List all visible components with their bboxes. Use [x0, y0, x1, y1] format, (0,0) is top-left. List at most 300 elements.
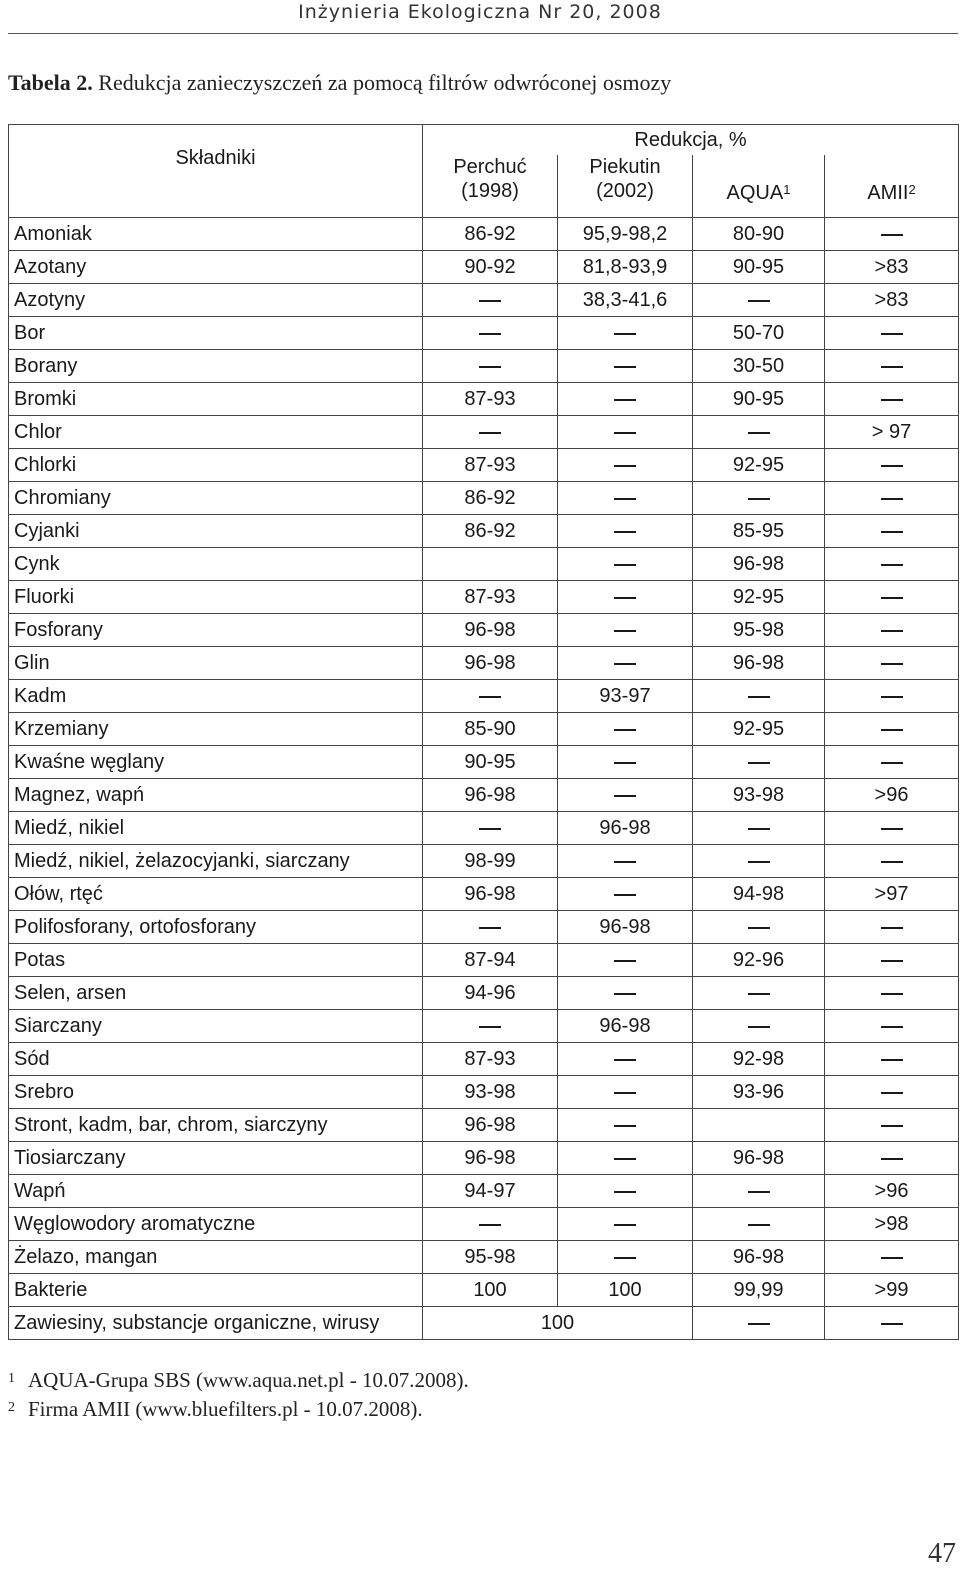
cell-amii-dash — [825, 1043, 959, 1076]
cell-perchuc: 93-98 — [423, 1076, 558, 1109]
cell-aqua: 90-95 — [693, 383, 825, 416]
table-row — [9, 1241, 959, 1274]
header-perchuc-name: Perchuć — [453, 156, 527, 178]
cell-component: Siarczany — [9, 1010, 423, 1043]
cell-perchuc-dash — [423, 680, 558, 713]
dash-mark — [748, 1191, 770, 1193]
table-row — [9, 251, 959, 284]
table-row — [9, 350, 959, 383]
dash-mark — [614, 861, 636, 863]
cell-aqua-dash — [693, 911, 825, 944]
cell-aqua-dash — [693, 812, 825, 845]
cell-perchuc: 87-93 — [423, 449, 558, 482]
dash-mark — [748, 828, 770, 830]
dash-mark — [881, 1158, 903, 1160]
dash-mark — [881, 564, 903, 566]
cell-amii-dash — [825, 1076, 959, 1109]
cell-perchuc: 94-97 — [423, 1175, 558, 1208]
cell-perchuc: 96-98 — [423, 779, 558, 812]
table-row — [9, 614, 959, 647]
cell-aqua: 92-98 — [693, 1043, 825, 1076]
cell-component: Srebro — [9, 1076, 423, 1109]
cell-component: Borany — [9, 350, 423, 383]
cell-piekutin: 100 — [558, 1274, 693, 1307]
cell-perchuc: 98-99 — [423, 845, 558, 878]
cell-component: Fosforany — [9, 614, 423, 647]
header-perchuc-year: (1998) — [461, 180, 519, 202]
table-caption — [8, 70, 671, 96]
cell-perchuc: 95-98 — [423, 1241, 558, 1274]
cell-amii: > 97 — [825, 416, 959, 449]
dash-mark — [748, 1026, 770, 1028]
cell-component: Glin — [9, 647, 423, 680]
dash-mark — [479, 333, 501, 335]
table-row — [9, 1109, 959, 1142]
cell-aqua: 96-98 — [693, 548, 825, 581]
dash-mark — [881, 1059, 903, 1061]
dash-mark — [614, 1125, 636, 1127]
cell-component: Wapń — [9, 1175, 423, 1208]
cell-aqua-dash — [693, 416, 825, 449]
dash-mark — [748, 696, 770, 698]
cell-aqua-dash — [693, 1208, 825, 1241]
cell-component: Fluorki — [9, 581, 423, 614]
table-row — [9, 680, 959, 713]
cell-component: Cyjanki — [9, 515, 423, 548]
cell-piekutin-dash — [558, 350, 693, 383]
cell-amii-dash — [825, 350, 959, 383]
cell-perchuc: 86-92 — [423, 218, 558, 251]
cell-aqua-dash — [693, 680, 825, 713]
footnote-number: 2 — [8, 1400, 15, 1415]
cell-piekutin-dash — [558, 977, 693, 1010]
dash-mark — [881, 366, 903, 368]
dash-mark — [614, 894, 636, 896]
cell-component: Krzemiany — [9, 713, 423, 746]
dash-mark — [748, 993, 770, 995]
cell-piekutin-dash — [558, 878, 693, 911]
cell-aqua: 96-98 — [693, 647, 825, 680]
cell-perchuc-dash — [423, 1208, 558, 1241]
table-row — [9, 1142, 959, 1175]
cell-amii-dash — [825, 647, 959, 680]
cell-piekutin-dash — [558, 1208, 693, 1241]
cell-aqua: 99,99 — [693, 1274, 825, 1307]
dash-mark — [881, 531, 903, 533]
cell-piekutin-dash — [558, 647, 693, 680]
cell-perchuc-dash — [423, 284, 558, 317]
cell-amii-dash — [825, 482, 959, 515]
cell-piekutin-dash — [558, 1175, 693, 1208]
cell-aqua-dash — [693, 977, 825, 1010]
cell-perchuc: 96-98 — [423, 1142, 558, 1175]
cell-amii: >96 — [825, 1175, 959, 1208]
dash-mark — [614, 960, 636, 962]
cell-amii-dash — [825, 515, 959, 548]
cell-component: Kadm — [9, 680, 423, 713]
dash-mark — [614, 663, 636, 665]
cell-amii-dash — [825, 548, 959, 581]
header-amii — [825, 155, 959, 218]
dash-mark — [748, 1224, 770, 1226]
cell-perchuc: 94-96 — [423, 977, 558, 1010]
cell-component: Stront, kadm, bar, chrom, siarczyny — [9, 1109, 423, 1142]
cell-amii-dash — [825, 581, 959, 614]
dash-mark — [614, 498, 636, 500]
table-header-row — [9, 125, 959, 156]
dash-mark — [479, 1224, 501, 1226]
cell-amii: >83 — [825, 251, 959, 284]
cell-amii-dash — [825, 977, 959, 1010]
dash-mark — [748, 300, 770, 302]
cell-merged-perchuc-piekutin: 100 — [423, 1307, 693, 1340]
cell-component: Azotyny — [9, 284, 423, 317]
cell-amii-dash — [825, 383, 959, 416]
table-row — [9, 647, 959, 680]
cell-perchuc: 100 — [423, 1274, 558, 1307]
dash-mark — [881, 1323, 903, 1325]
dash-mark — [881, 663, 903, 665]
cell-aqua-dash — [693, 746, 825, 779]
cell-piekutin: 95,9-98,2 — [558, 218, 693, 251]
cell-aqua: 94-98 — [693, 878, 825, 911]
table-caption-text: Redukcja zanieczyszczeń za pomocą filtrów odwróconej osmozy — [98, 70, 672, 95]
cell-amii-dash — [825, 1109, 959, 1142]
cell-aqua: 50-70 — [693, 317, 825, 350]
cell-perchuc-dash — [423, 317, 558, 350]
dash-mark — [748, 432, 770, 434]
table-row — [9, 1208, 959, 1241]
dash-mark — [748, 498, 770, 500]
dash-mark — [614, 762, 636, 764]
cell-perchuc: 96-98 — [423, 614, 558, 647]
header-perchuc — [423, 155, 558, 218]
dash-mark — [614, 333, 636, 335]
table-row — [9, 515, 959, 548]
cell-perchuc: 86-92 — [423, 482, 558, 515]
dash-mark — [614, 1224, 636, 1226]
cell-perchuc: 86-92 — [423, 515, 558, 548]
table-row — [9, 581, 959, 614]
cell-aqua: 93-96 — [693, 1076, 825, 1109]
cell-aqua: 92-95 — [693, 449, 825, 482]
dash-mark — [479, 366, 501, 368]
table-row — [9, 284, 959, 317]
cell-piekutin: 96-98 — [558, 812, 693, 845]
cell-amii: >97 — [825, 878, 959, 911]
footnotes — [8, 1366, 469, 1424]
cell-piekutin-dash — [558, 482, 693, 515]
running-header: Inżynieria Ekologiczna Nr 20, 2008 — [298, 1, 662, 23]
header-rule — [8, 33, 958, 34]
table-row — [9, 317, 959, 350]
dash-mark — [614, 432, 636, 434]
dash-mark — [881, 1092, 903, 1094]
cell-perchuc: 87-93 — [423, 1043, 558, 1076]
cell-amii-dash — [825, 218, 959, 251]
table-row — [9, 218, 959, 251]
cell-aqua: 30-50 — [693, 350, 825, 383]
footnote-text: AQUA-Grupa SBS (www.aqua.net.pl - 10.07.2008). — [28, 1368, 469, 1392]
cell-piekutin-dash — [558, 1109, 693, 1142]
cell-component: Amoniak — [9, 218, 423, 251]
dash-mark — [881, 597, 903, 599]
table-row — [9, 812, 959, 845]
table-caption-label: Tabela 2. — [8, 70, 93, 95]
dash-mark — [479, 432, 501, 434]
cell-piekutin-dash — [558, 416, 693, 449]
cell-aqua: 93-98 — [693, 779, 825, 812]
cell-aqua-dash — [693, 1175, 825, 1208]
dash-mark — [479, 828, 501, 830]
dash-mark — [881, 234, 903, 236]
cell-amii: >99 — [825, 1274, 959, 1307]
table-row — [9, 1274, 959, 1307]
footnote-text: Firma AMII (www.bluefilters.pl - 10.07.2008). — [28, 1397, 423, 1421]
dash-mark — [881, 465, 903, 467]
cell-aqua: 92-96 — [693, 944, 825, 977]
cell-component: Chromiany — [9, 482, 423, 515]
cell-component: Bor — [9, 317, 423, 350]
dash-mark — [479, 1026, 501, 1028]
dash-mark — [614, 993, 636, 995]
table-row — [9, 845, 959, 878]
cell-aqua-dash — [693, 1307, 825, 1340]
header-components: Składniki — [9, 125, 423, 218]
table-row — [9, 911, 959, 944]
header-aqua-footnote-ref: 1 — [783, 182, 791, 197]
cell-component: Potas — [9, 944, 423, 977]
cell-aqua-dash — [693, 845, 825, 878]
cell-aqua: 96-98 — [693, 1241, 825, 1274]
table-row — [9, 1043, 959, 1076]
cell-amii-dash — [825, 680, 959, 713]
cell-piekutin: 93-97 — [558, 680, 693, 713]
cell-piekutin-dash — [558, 779, 693, 812]
cell-perchuc: 87-93 — [423, 383, 558, 416]
cell-component: Ołów, rtęć — [9, 878, 423, 911]
table-row — [9, 977, 959, 1010]
dash-mark — [748, 762, 770, 764]
cell-perchuc-dash — [423, 350, 558, 383]
cell-aqua-dash — [693, 482, 825, 515]
cell-amii-dash — [825, 1142, 959, 1175]
dash-mark — [881, 1125, 903, 1127]
cell-piekutin: 81,8-93,9 — [558, 251, 693, 284]
cell-component: Kwaśne węglany — [9, 746, 423, 779]
cell-piekutin-dash — [558, 449, 693, 482]
header-aqua-label: AQUA — [726, 182, 784, 204]
cell-aqua: 80-90 — [693, 218, 825, 251]
cell-aqua: 92-95 — [693, 581, 825, 614]
dash-mark — [881, 399, 903, 401]
cell-aqua: 85-95 — [693, 515, 825, 548]
dash-mark — [881, 630, 903, 632]
cell-piekutin-dash — [558, 383, 693, 416]
cell-amii-dash — [825, 614, 959, 647]
cell-piekutin-dash — [558, 1142, 693, 1175]
dash-mark — [881, 993, 903, 995]
dash-mark — [881, 1257, 903, 1259]
header-piekutin — [558, 155, 693, 218]
cell-component: Chlorki — [9, 449, 423, 482]
cell-amii-dash — [825, 1241, 959, 1274]
table-row — [9, 1076, 959, 1109]
table-row — [9, 944, 959, 977]
table-row — [9, 383, 959, 416]
table-row — [9, 746, 959, 779]
cell-perchuc: 96-98 — [423, 647, 558, 680]
cell-component: Tiosiarczany — [9, 1142, 423, 1175]
cell-perchuc: 85-90 — [423, 713, 558, 746]
cell-component: Żelazo, mangan — [9, 1241, 423, 1274]
dash-mark — [748, 861, 770, 863]
cell-component: Bakterie — [9, 1274, 423, 1307]
cell-piekutin: 96-98 — [558, 911, 693, 944]
cell-amii-dash — [825, 944, 959, 977]
dash-mark — [614, 531, 636, 533]
cell-perchuc: 90-95 — [423, 746, 558, 779]
dash-mark — [614, 465, 636, 467]
dash-mark — [614, 597, 636, 599]
cell-aqua — [693, 1109, 825, 1142]
footnote-1 — [8, 1366, 469, 1395]
dash-mark — [748, 1323, 770, 1325]
cell-perchuc-dash — [423, 911, 558, 944]
dash-mark — [614, 366, 636, 368]
dash-mark — [614, 1092, 636, 1094]
dash-mark — [748, 927, 770, 929]
table-row — [9, 548, 959, 581]
cell-aqua: 96-98 — [693, 1142, 825, 1175]
dash-mark — [881, 762, 903, 764]
dash-mark — [614, 1257, 636, 1259]
reduction-table — [8, 124, 959, 1340]
cell-amii-dash — [825, 845, 959, 878]
header-amii-footnote-ref: 2 — [908, 182, 916, 197]
cell-component: Chlor — [9, 416, 423, 449]
dash-mark — [614, 795, 636, 797]
dash-mark — [614, 564, 636, 566]
cell-perchuc-dash — [423, 812, 558, 845]
cell-amii-dash — [825, 1307, 959, 1340]
cell-amii-dash — [825, 746, 959, 779]
dash-mark — [614, 729, 636, 731]
cell-piekutin-dash — [558, 944, 693, 977]
header-reduction: Redukcja, % — [423, 125, 959, 156]
cell-component: Sód — [9, 1043, 423, 1076]
cell-aqua: 90-95 — [693, 251, 825, 284]
cell-perchuc: 87-94 — [423, 944, 558, 977]
cell-perchuc-dash — [423, 416, 558, 449]
dash-mark — [881, 498, 903, 500]
cell-component: Miedź, nikiel, żelazocyjanki, siarczany — [9, 845, 423, 878]
cell-component: Cynk — [9, 548, 423, 581]
table-row — [9, 482, 959, 515]
dash-mark — [881, 333, 903, 335]
cell-amii-dash — [825, 317, 959, 350]
page-number: 47 — [928, 1538, 956, 1569]
footnote-number: 1 — [8, 1371, 15, 1386]
header-piekutin-name: Piekutin — [589, 156, 661, 178]
cell-piekutin-dash — [558, 1241, 693, 1274]
dash-mark — [881, 960, 903, 962]
cell-piekutin: 96-98 — [558, 1010, 693, 1043]
table-row — [9, 416, 959, 449]
cell-piekutin-dash — [558, 746, 693, 779]
cell-perchuc: 96-98 — [423, 878, 558, 911]
cell-perchuc — [423, 548, 558, 581]
dash-mark — [881, 1026, 903, 1028]
cell-amii: >83 — [825, 284, 959, 317]
cell-piekutin: 38,3-41,6 — [558, 284, 693, 317]
header-aqua — [693, 155, 825, 218]
cell-aqua-dash — [693, 1010, 825, 1043]
cell-aqua: 95-98 — [693, 614, 825, 647]
cell-component: Magnez, wapń — [9, 779, 423, 812]
dash-mark — [881, 729, 903, 731]
dash-mark — [881, 861, 903, 863]
table-row — [9, 779, 959, 812]
dash-mark — [614, 630, 636, 632]
table-row — [9, 449, 959, 482]
table-row — [9, 1175, 959, 1208]
table-row — [9, 1010, 959, 1043]
table-row — [9, 1307, 959, 1340]
cell-amii: >96 — [825, 779, 959, 812]
cell-aqua-dash — [693, 284, 825, 317]
cell-perchuc: 96-98 — [423, 1109, 558, 1142]
table-row — [9, 713, 959, 746]
cell-component: Węglowodory aromatyczne — [9, 1208, 423, 1241]
cell-amii-dash — [825, 812, 959, 845]
dash-mark — [479, 927, 501, 929]
cell-piekutin-dash — [558, 581, 693, 614]
cell-component: Azotany — [9, 251, 423, 284]
header-amii-label: AMII — [867, 182, 909, 204]
cell-component: Selen, arsen — [9, 977, 423, 1010]
cell-piekutin-dash — [558, 317, 693, 350]
cell-amii-dash — [825, 713, 959, 746]
cell-amii-dash — [825, 911, 959, 944]
cell-piekutin-dash — [558, 1043, 693, 1076]
dash-mark — [614, 399, 636, 401]
cell-perchuc: 87-93 — [423, 581, 558, 614]
cell-piekutin-dash — [558, 1076, 693, 1109]
cell-aqua: 92-95 — [693, 713, 825, 746]
cell-amii-dash — [825, 1010, 959, 1043]
dash-mark — [881, 828, 903, 830]
cell-piekutin-dash — [558, 548, 693, 581]
cell-piekutin-dash — [558, 614, 693, 647]
cell-amii: >98 — [825, 1208, 959, 1241]
dash-mark — [479, 300, 501, 302]
table-row — [9, 878, 959, 911]
cell-piekutin-dash — [558, 515, 693, 548]
cell-perchuc: 90-92 — [423, 251, 558, 284]
cell-piekutin-dash — [558, 845, 693, 878]
footnote-2 — [8, 1395, 469, 1424]
dash-mark — [614, 1191, 636, 1193]
dash-mark — [881, 696, 903, 698]
dash-mark — [614, 1059, 636, 1061]
cell-component: Zawiesiny, substancje organiczne, wirusy — [9, 1307, 423, 1340]
cell-perchuc-dash — [423, 1010, 558, 1043]
header-piekutin-year: (2002) — [596, 180, 654, 202]
cell-component: Polifosforany, ortofosforany — [9, 911, 423, 944]
cell-component: Miedź, nikiel — [9, 812, 423, 845]
cell-component: Bromki — [9, 383, 423, 416]
